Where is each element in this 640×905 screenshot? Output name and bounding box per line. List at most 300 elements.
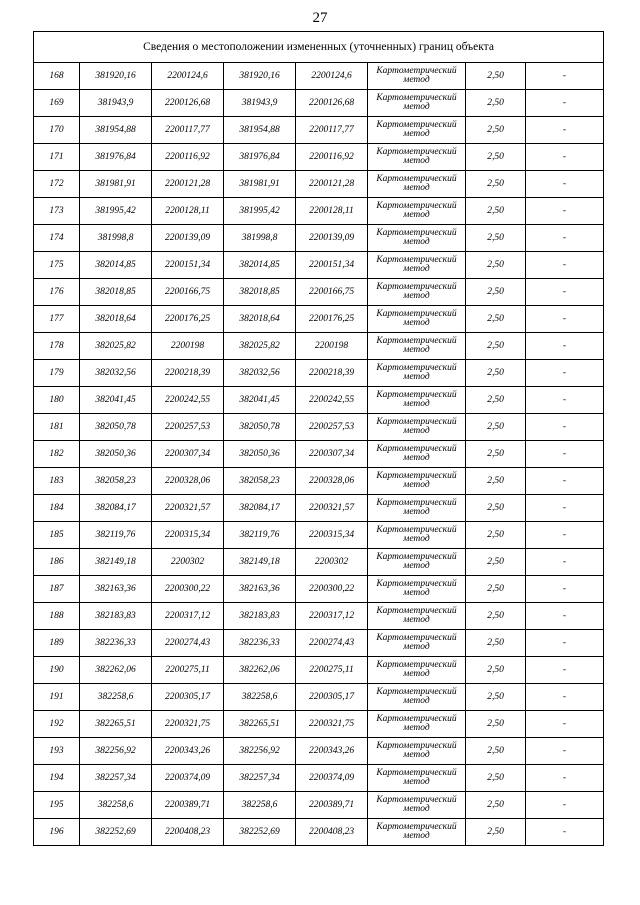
accuracy-cell: 2,50	[466, 792, 526, 819]
point-number-cell: 184	[34, 495, 80, 522]
accuracy-cell: 2,50	[466, 414, 526, 441]
method-line-1: Картометрический	[376, 93, 457, 103]
description-cell: -	[526, 630, 604, 657]
description-cell: -	[526, 252, 604, 279]
point-number-cell: 194	[34, 765, 80, 792]
method-line-2: метод	[403, 156, 430, 166]
method-line-1: Картометрический	[376, 552, 457, 562]
method-line-1: Картометрический	[376, 633, 457, 643]
description-cell: -	[526, 414, 604, 441]
method-cell	[368, 63, 466, 90]
point-number-cell: 170	[34, 117, 80, 144]
point-number-cell: 179	[34, 360, 80, 387]
y-existing-cell: 2200121,28	[152, 171, 224, 198]
x-new-cell: 382041,45	[224, 387, 296, 414]
method-line-2: метод	[403, 102, 430, 112]
table-body	[34, 63, 604, 846]
method-line-1: Картометрический	[376, 822, 457, 832]
y-existing-cell: 2200321,75	[152, 711, 224, 738]
point-number-cell: 188	[34, 603, 80, 630]
method-line-1: Картометрический	[376, 147, 457, 157]
boundary-coordinates-table	[33, 31, 604, 846]
accuracy-cell: 2,50	[466, 657, 526, 684]
accuracy-cell: 2,50	[466, 711, 526, 738]
method-cell	[368, 306, 466, 333]
x-new-cell: 382262,06	[224, 657, 296, 684]
point-number-cell: 180	[34, 387, 80, 414]
x-existing-cell: 382050,78	[80, 414, 152, 441]
accuracy-cell: 2,50	[466, 198, 526, 225]
table-row	[34, 144, 604, 171]
accuracy-cell: 2,50	[466, 306, 526, 333]
y-new-cell: 2200124,6	[296, 63, 368, 90]
y-new-cell: 2200307,34	[296, 441, 368, 468]
y-existing-cell: 2200275,11	[152, 657, 224, 684]
y-existing-cell: 2200408,23	[152, 819, 224, 846]
method-line-2: метод	[403, 480, 430, 490]
method-cell	[368, 360, 466, 387]
x-existing-cell: 382058,23	[80, 468, 152, 495]
method-cell	[368, 252, 466, 279]
method-cell	[368, 225, 466, 252]
method-line-1: Картометрический	[376, 768, 457, 778]
point-number-cell: 187	[34, 576, 80, 603]
method-cell	[368, 630, 466, 657]
description-cell: -	[526, 603, 604, 630]
accuracy-cell: 2,50	[466, 549, 526, 576]
method-line-2: метод	[403, 237, 430, 247]
method-line-1: Картометрический	[376, 579, 457, 589]
x-new-cell: 382014,85	[224, 252, 296, 279]
table-row	[34, 279, 604, 306]
x-new-cell: 382257,34	[224, 765, 296, 792]
method-line-2: метод	[403, 210, 430, 220]
x-new-cell: 382018,85	[224, 279, 296, 306]
method-cell	[368, 765, 466, 792]
y-existing-cell: 2200343,26	[152, 738, 224, 765]
description-cell: -	[526, 225, 604, 252]
method-line-2: метод	[403, 291, 430, 301]
x-new-cell: 382236,33	[224, 630, 296, 657]
method-line-1: Картометрический	[376, 687, 457, 697]
description-cell: -	[526, 576, 604, 603]
y-existing-cell: 2200274,43	[152, 630, 224, 657]
y-existing-cell: 2200300,22	[152, 576, 224, 603]
description-cell: -	[526, 387, 604, 414]
description-cell: -	[526, 549, 604, 576]
x-existing-cell: 382183,83	[80, 603, 152, 630]
table-row	[34, 90, 604, 117]
y-new-cell: 2200166,75	[296, 279, 368, 306]
x-existing-cell: 382014,85	[80, 252, 152, 279]
method-cell	[368, 144, 466, 171]
table-row	[34, 657, 604, 684]
y-existing-cell: 2200305,17	[152, 684, 224, 711]
description-cell: -	[526, 495, 604, 522]
y-new-cell: 2200300,22	[296, 576, 368, 603]
method-line-2: метод	[403, 750, 430, 760]
point-number-cell: 186	[34, 549, 80, 576]
x-existing-cell: 381981,91	[80, 171, 152, 198]
y-new-cell: 2200151,34	[296, 252, 368, 279]
description-cell: -	[526, 765, 604, 792]
table-row	[34, 549, 604, 576]
x-existing-cell: 382236,33	[80, 630, 152, 657]
accuracy-cell: 2,50	[466, 738, 526, 765]
x-new-cell: 382018,64	[224, 306, 296, 333]
method-cell	[368, 819, 466, 846]
y-existing-cell: 2200176,25	[152, 306, 224, 333]
x-existing-cell: 382018,85	[80, 279, 152, 306]
table-row	[34, 630, 604, 657]
x-existing-cell: 382050,36	[80, 441, 152, 468]
table-row	[34, 468, 604, 495]
method-line-2: метод	[403, 372, 430, 382]
method-line-2: метод	[403, 669, 430, 679]
x-existing-cell: 381995,42	[80, 198, 152, 225]
y-existing-cell: 2200128,11	[152, 198, 224, 225]
x-existing-cell: 382018,64	[80, 306, 152, 333]
x-existing-cell: 382265,51	[80, 711, 152, 738]
description-cell: -	[526, 738, 604, 765]
method-line-2: метод	[403, 561, 430, 571]
accuracy-cell: 2,50	[466, 387, 526, 414]
accuracy-cell: 2,50	[466, 117, 526, 144]
y-new-cell: 2200315,34	[296, 522, 368, 549]
accuracy-cell: 2,50	[466, 144, 526, 171]
method-line-1: Картометрический	[376, 795, 457, 805]
x-existing-cell: 382149,18	[80, 549, 152, 576]
description-cell: -	[526, 441, 604, 468]
x-existing-cell: 381976,84	[80, 144, 152, 171]
table-row	[34, 198, 604, 225]
method-cell	[368, 495, 466, 522]
x-existing-cell: 382041,45	[80, 387, 152, 414]
description-cell: -	[526, 279, 604, 306]
x-new-cell: 382252,69	[224, 819, 296, 846]
table-row	[34, 819, 604, 846]
method-cell	[368, 792, 466, 819]
table-row	[34, 738, 604, 765]
x-new-cell: 382050,78	[224, 414, 296, 441]
accuracy-cell: 2,50	[466, 360, 526, 387]
description-cell: -	[526, 792, 604, 819]
table-row	[34, 522, 604, 549]
y-new-cell: 2200305,17	[296, 684, 368, 711]
accuracy-cell: 2,50	[466, 63, 526, 90]
y-new-cell: 2200117,77	[296, 117, 368, 144]
description-cell: -	[526, 819, 604, 846]
method-cell	[368, 279, 466, 306]
x-existing-cell: 381954,88	[80, 117, 152, 144]
y-existing-cell: 2200242,55	[152, 387, 224, 414]
y-existing-cell: 2200124,6	[152, 63, 224, 90]
x-existing-cell: 381998,8	[80, 225, 152, 252]
method-line-2: метод	[403, 534, 430, 544]
x-existing-cell: 382256,92	[80, 738, 152, 765]
y-existing-cell: 2200315,34	[152, 522, 224, 549]
y-existing-cell: 2200126,68	[152, 90, 224, 117]
y-new-cell: 2200317,12	[296, 603, 368, 630]
y-new-cell: 2200126,68	[296, 90, 368, 117]
method-line-1: Картометрический	[376, 714, 457, 724]
description-cell: -	[526, 198, 604, 225]
table-row	[34, 441, 604, 468]
table-row	[34, 333, 604, 360]
method-line-2: метод	[403, 615, 430, 625]
method-line-1: Картометрический	[376, 390, 457, 400]
x-new-cell: 382265,51	[224, 711, 296, 738]
method-line-1: Картометрический	[376, 660, 457, 670]
x-new-cell: 382084,17	[224, 495, 296, 522]
description-cell: -	[526, 468, 604, 495]
method-cell	[368, 576, 466, 603]
description-cell: -	[526, 144, 604, 171]
point-number-cell: 195	[34, 792, 80, 819]
y-existing-cell: 2200257,53	[152, 414, 224, 441]
method-line-2: метод	[403, 777, 430, 787]
x-new-cell: 381995,42	[224, 198, 296, 225]
y-existing-cell: 2200151,34	[152, 252, 224, 279]
accuracy-cell: 2,50	[466, 522, 526, 549]
x-existing-cell: 382025,82	[80, 333, 152, 360]
table-row	[34, 387, 604, 414]
point-number-cell: 172	[34, 171, 80, 198]
method-line-2: метод	[403, 642, 430, 652]
accuracy-cell: 2,50	[466, 576, 526, 603]
point-number-cell: 192	[34, 711, 80, 738]
table-row	[34, 711, 604, 738]
x-new-cell: 382119,76	[224, 522, 296, 549]
x-new-cell: 382163,36	[224, 576, 296, 603]
x-existing-cell: 382262,06	[80, 657, 152, 684]
description-cell: -	[526, 657, 604, 684]
y-new-cell: 2200116,92	[296, 144, 368, 171]
method-line-2: метод	[403, 399, 430, 409]
point-number-cell: 178	[34, 333, 80, 360]
x-new-cell: 382025,82	[224, 333, 296, 360]
y-existing-cell: 2200116,92	[152, 144, 224, 171]
method-line-1: Картометрический	[376, 606, 457, 616]
x-new-cell: 382183,83	[224, 603, 296, 630]
method-cell	[368, 333, 466, 360]
x-existing-cell: 381943,9	[80, 90, 152, 117]
table-title: Сведения о местоположении измененных (уточненных) границ объекта	[34, 32, 604, 63]
method-cell	[368, 684, 466, 711]
accuracy-cell: 2,50	[466, 765, 526, 792]
point-number-cell: 176	[34, 279, 80, 306]
table-row	[34, 225, 604, 252]
description-cell: -	[526, 90, 604, 117]
y-existing-cell: 2200139,09	[152, 225, 224, 252]
point-number-cell: 174	[34, 225, 80, 252]
y-new-cell: 2200121,28	[296, 171, 368, 198]
table-row	[34, 792, 604, 819]
method-cell	[368, 387, 466, 414]
method-cell	[368, 90, 466, 117]
point-number-cell: 169	[34, 90, 80, 117]
description-cell: -	[526, 684, 604, 711]
point-number-cell: 191	[34, 684, 80, 711]
x-existing-cell: 382032,56	[80, 360, 152, 387]
x-new-cell: 382258,6	[224, 792, 296, 819]
method-line-1: Картометрический	[376, 525, 457, 535]
method-cell	[368, 657, 466, 684]
y-new-cell: 2200274,43	[296, 630, 368, 657]
method-line-2: метод	[403, 264, 430, 274]
method-line-2: метод	[403, 318, 430, 328]
method-line-2: метод	[403, 507, 430, 517]
method-cell	[368, 522, 466, 549]
method-line-1: Картометрический	[376, 228, 457, 238]
x-new-cell: 382050,36	[224, 441, 296, 468]
y-existing-cell: 2200302	[152, 549, 224, 576]
table-row	[34, 63, 604, 90]
accuracy-cell: 2,50	[466, 468, 526, 495]
table-row	[34, 495, 604, 522]
x-existing-cell: 382258,6	[80, 684, 152, 711]
x-existing-cell: 382163,36	[80, 576, 152, 603]
y-new-cell: 2200242,55	[296, 387, 368, 414]
point-number-cell: 177	[34, 306, 80, 333]
method-line-2: метод	[403, 129, 430, 139]
method-cell	[368, 711, 466, 738]
y-new-cell: 2200374,09	[296, 765, 368, 792]
x-existing-cell: 382257,34	[80, 765, 152, 792]
accuracy-cell: 2,50	[466, 495, 526, 522]
page-number: 27	[312, 10, 328, 26]
table-row	[34, 252, 604, 279]
point-number-cell: 196	[34, 819, 80, 846]
method-line-2: метод	[403, 75, 430, 85]
method-line-1: Картометрический	[376, 309, 457, 319]
method-cell	[368, 198, 466, 225]
y-new-cell: 2200198	[296, 333, 368, 360]
y-new-cell: 2200176,25	[296, 306, 368, 333]
method-line-1: Картометрический	[376, 66, 457, 76]
x-existing-cell: 381920,16	[80, 63, 152, 90]
y-new-cell: 2200343,26	[296, 738, 368, 765]
table-row	[34, 360, 604, 387]
method-line-1: Картометрический	[376, 471, 457, 481]
method-line-2: метод	[403, 723, 430, 733]
point-number-cell: 173	[34, 198, 80, 225]
y-new-cell: 2200321,75	[296, 711, 368, 738]
accuracy-cell: 2,50	[466, 630, 526, 657]
accuracy-cell: 2,50	[466, 684, 526, 711]
table-row	[34, 765, 604, 792]
method-line-2: метод	[403, 183, 430, 193]
x-new-cell: 382258,6	[224, 684, 296, 711]
point-number-cell: 190	[34, 657, 80, 684]
x-new-cell: 382149,18	[224, 549, 296, 576]
method-line-2: метод	[403, 696, 430, 706]
description-cell: -	[526, 117, 604, 144]
accuracy-cell: 2,50	[466, 441, 526, 468]
method-line-2: метод	[403, 588, 430, 598]
x-new-cell: 382058,23	[224, 468, 296, 495]
y-new-cell: 2200389,71	[296, 792, 368, 819]
y-new-cell: 2200257,53	[296, 414, 368, 441]
y-new-cell: 2200321,57	[296, 495, 368, 522]
method-cell	[368, 738, 466, 765]
y-new-cell: 2200139,09	[296, 225, 368, 252]
y-existing-cell: 2200317,12	[152, 603, 224, 630]
table-row	[34, 117, 604, 144]
x-new-cell: 382256,92	[224, 738, 296, 765]
y-new-cell: 2200218,39	[296, 360, 368, 387]
y-existing-cell: 2200321,57	[152, 495, 224, 522]
method-line-1: Картометрический	[376, 444, 457, 454]
x-existing-cell: 382119,76	[80, 522, 152, 549]
method-cell	[368, 468, 466, 495]
method-line-1: Картометрический	[376, 255, 457, 265]
method-line-2: метод	[403, 345, 430, 355]
method-line-1: Картометрический	[376, 120, 457, 130]
y-new-cell: 2200302	[296, 549, 368, 576]
method-line-2: метод	[403, 804, 430, 814]
table-row	[34, 414, 604, 441]
table-row	[34, 684, 604, 711]
y-existing-cell: 2200166,75	[152, 279, 224, 306]
method-line-2: метод	[403, 453, 430, 463]
method-line-1: Картометрический	[376, 201, 457, 211]
y-existing-cell: 2200374,09	[152, 765, 224, 792]
description-cell: -	[526, 171, 604, 198]
accuracy-cell: 2,50	[466, 333, 526, 360]
y-existing-cell: 2200328,06	[152, 468, 224, 495]
x-new-cell: 381920,16	[224, 63, 296, 90]
method-line-1: Картометрический	[376, 741, 457, 751]
method-line-1: Картометрический	[376, 498, 457, 508]
y-existing-cell: 2200389,71	[152, 792, 224, 819]
description-cell: -	[526, 360, 604, 387]
method-line-1: Картометрический	[376, 174, 457, 184]
y-new-cell: 2200408,23	[296, 819, 368, 846]
point-number-cell: 175	[34, 252, 80, 279]
x-new-cell: 381998,8	[224, 225, 296, 252]
y-new-cell: 2200128,11	[296, 198, 368, 225]
accuracy-cell: 2,50	[466, 171, 526, 198]
point-number-cell: 171	[34, 144, 80, 171]
point-number-cell: 185	[34, 522, 80, 549]
y-existing-cell: 2200307,34	[152, 441, 224, 468]
x-new-cell: 382032,56	[224, 360, 296, 387]
description-cell: -	[526, 711, 604, 738]
description-cell: -	[526, 306, 604, 333]
description-cell: -	[526, 63, 604, 90]
method-cell	[368, 441, 466, 468]
accuracy-cell: 2,50	[466, 279, 526, 306]
description-cell: -	[526, 333, 604, 360]
y-existing-cell: 2200198	[152, 333, 224, 360]
x-new-cell: 381976,84	[224, 144, 296, 171]
point-number-cell: 183	[34, 468, 80, 495]
table-row	[34, 576, 604, 603]
x-existing-cell: 382252,69	[80, 819, 152, 846]
x-new-cell: 381954,88	[224, 117, 296, 144]
method-cell	[368, 171, 466, 198]
y-existing-cell: 2200117,77	[152, 117, 224, 144]
method-cell	[368, 549, 466, 576]
accuracy-cell: 2,50	[466, 90, 526, 117]
point-number-cell: 182	[34, 441, 80, 468]
table-row	[34, 603, 604, 630]
method-line-2: метод	[403, 831, 430, 841]
accuracy-cell: 2,50	[466, 603, 526, 630]
x-existing-cell: 382258,6	[80, 792, 152, 819]
method-line-2: метод	[403, 426, 430, 436]
